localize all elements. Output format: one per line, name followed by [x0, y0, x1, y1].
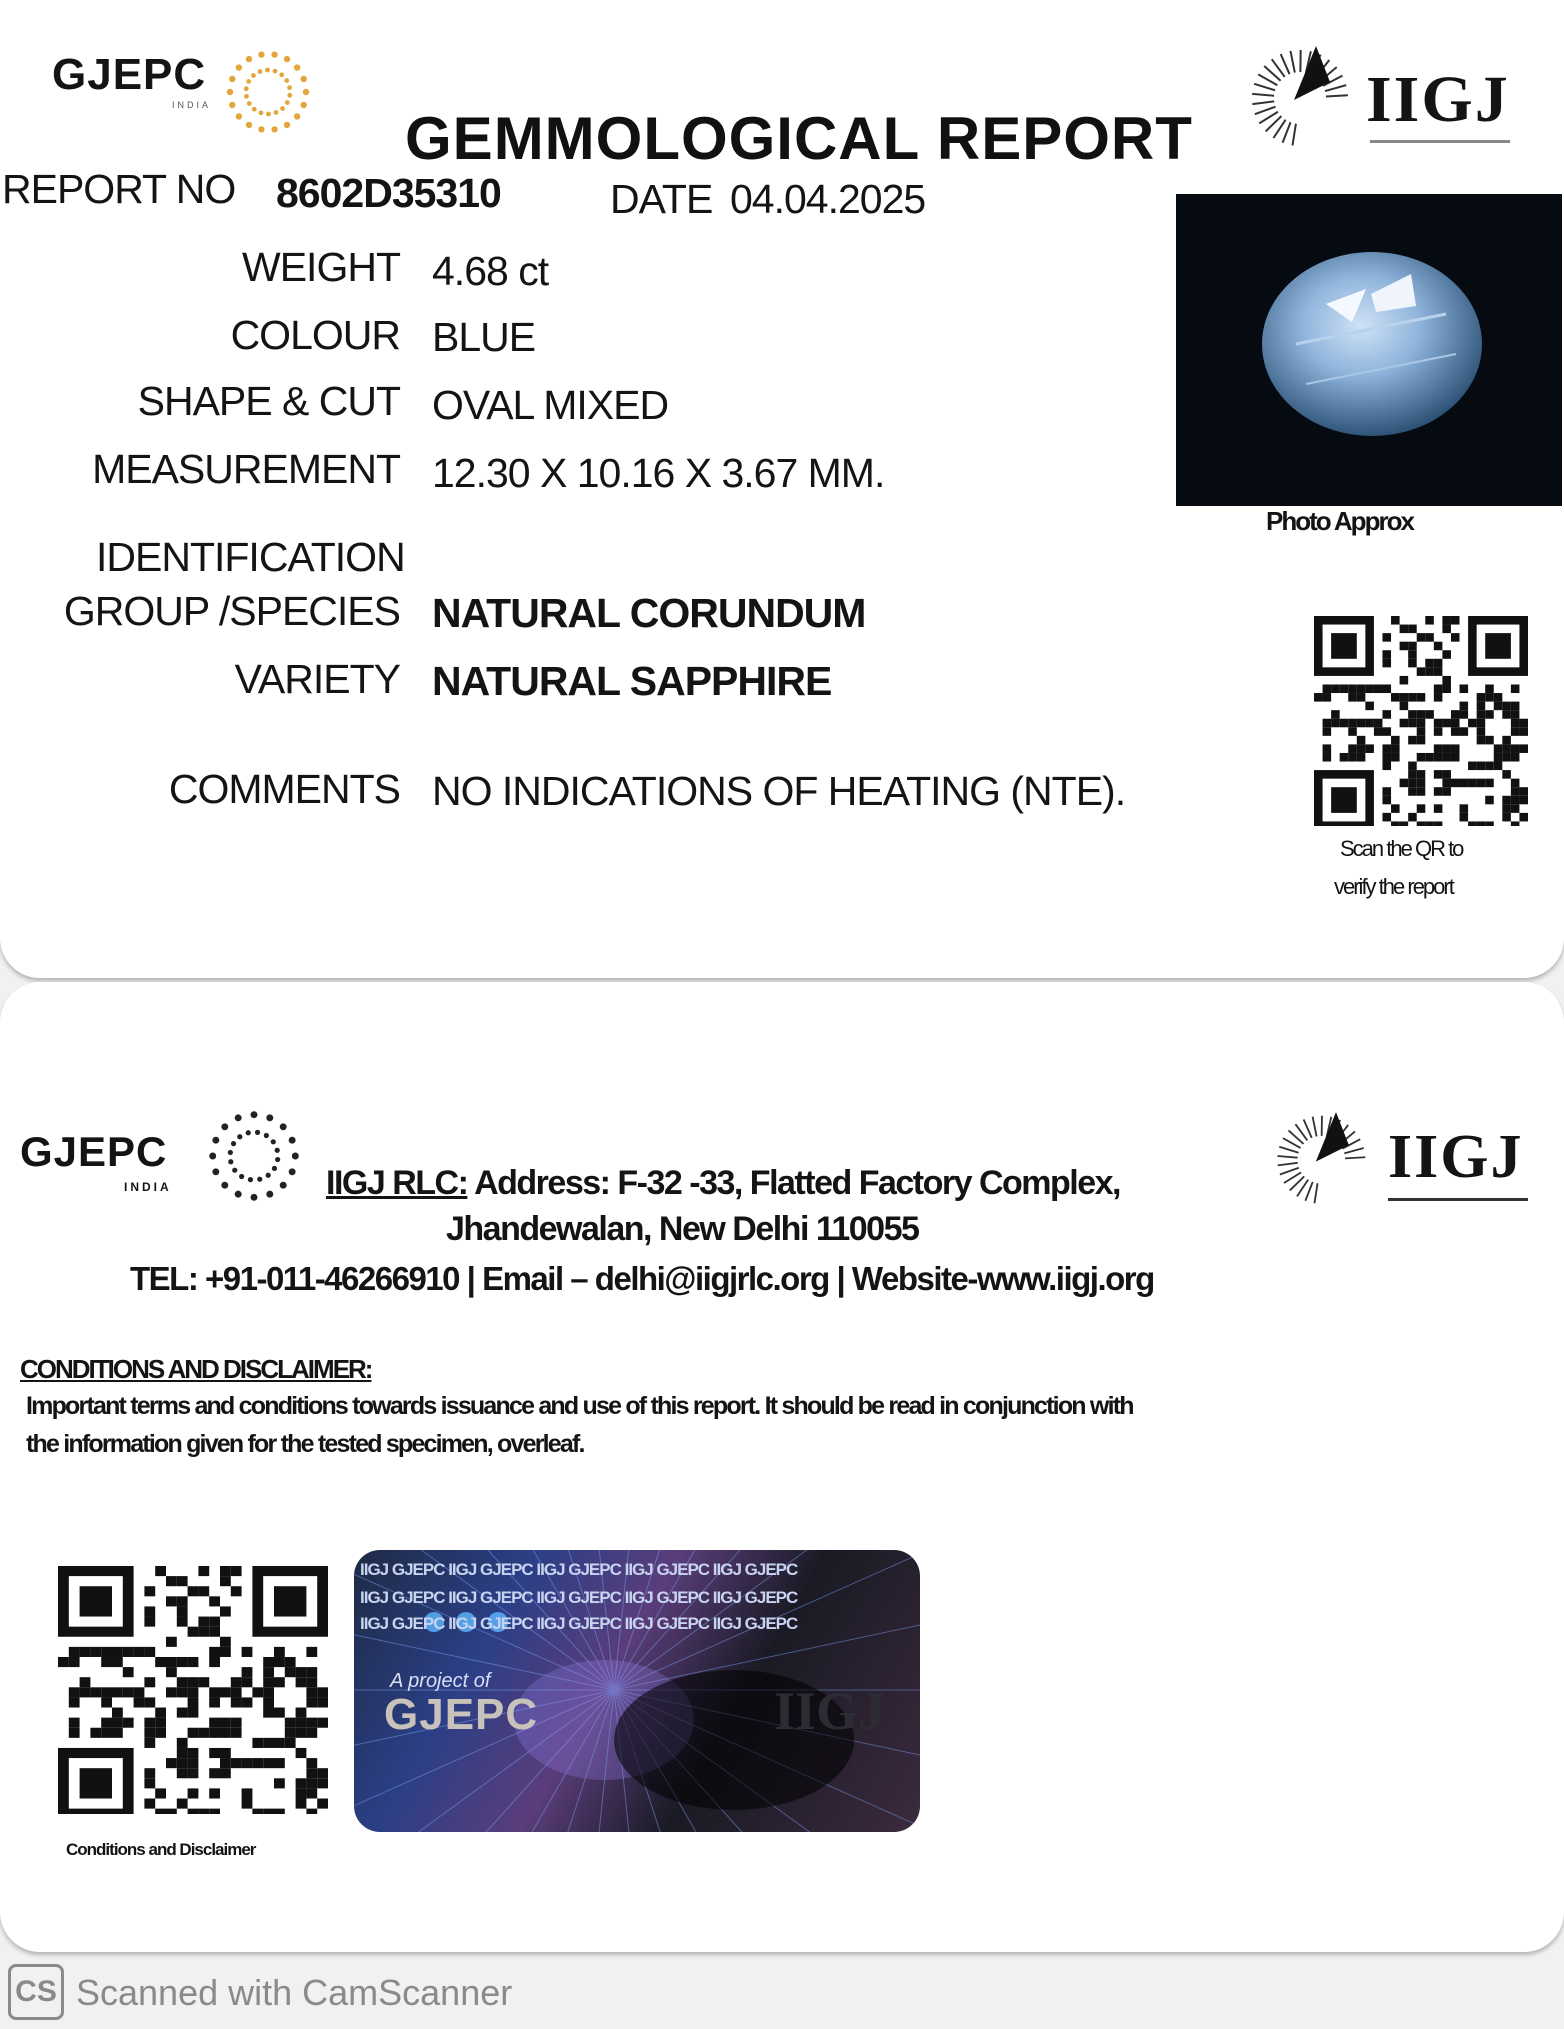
address-text: Address: F-32 -33, Flatted Factory Complex,: [467, 1164, 1120, 1202]
conditions-line1: Important terms and conditions towards issuance and use of this report. It should be read in conjunction with: [26, 1392, 1133, 1420]
address-line2: Jhandewalan, New Delhi 110055: [446, 1210, 919, 1248]
back-iigj-logo-underline: [1388, 1198, 1528, 1201]
gem-photo: [1176, 194, 1562, 506]
camscanner-badge: CS: [8, 1964, 64, 2020]
qr-caption-line1: Scan the QR to: [1340, 836, 1463, 861]
back-iigj-burst-icon: [1270, 1102, 1380, 1212]
gjepc-logo-sub: INDIA: [172, 100, 212, 110]
hologram-text-row1: IIGJ GJEPC IIGJ GJEPC IIGJ GJEPC IIGJ GJEPC IIGJ GJEPC: [360, 1560, 798, 1579]
hologram-project-label: A project of: [390, 1670, 491, 1692]
verify-qr-code[interactable]: [1314, 616, 1528, 826]
report-title: GEMMOLOGICAL REPORT: [405, 105, 1193, 172]
measurement-value: 12.30 X 10.16 X 3.67 MM.: [432, 450, 885, 496]
report-front-card: [0, 0, 1564, 978]
iigj-burst-icon: [1244, 40, 1364, 150]
group-species-label: GROUP /SPECIES: [63, 588, 400, 634]
shape-cut-label: SHAPE & CUT: [137, 378, 400, 424]
iigj-logo-underline: [1370, 140, 1510, 143]
conditions-qr-code[interactable]: [58, 1566, 328, 1814]
sapphire-image: [1176, 194, 1562, 506]
report-back-card: [0, 982, 1564, 1952]
conditions-qr-caption: Conditions and Disclaimer: [66, 1840, 256, 1859]
back-gjepc-logo-text: GJEPC: [20, 1128, 168, 1175]
identification-label: IDENTIFICATION: [96, 534, 405, 580]
colour-value: BLUE: [432, 314, 536, 360]
address-line1: [326, 1164, 1120, 1203]
conditions-heading: CONDITIONS AND DISCLAIMER:: [20, 1354, 372, 1384]
hologram-iigj-text: IIGJ: [774, 1681, 886, 1741]
camscanner-text: Scanned with CamScanner: [76, 1972, 513, 2013]
weight-value: 4.68 ct: [432, 248, 549, 294]
weight-label: WEIGHT: [242, 244, 400, 290]
back-iigj-logo-text: IIGJ: [1388, 1123, 1524, 1191]
iigj-logo: [1244, 40, 1524, 160]
comments-label: COMMENTS: [168, 766, 400, 812]
group-species-value: NATURAL CORUNDUM: [432, 590, 866, 636]
comments-value: NO INDICATIONS OF HEATING (NTE).: [432, 768, 1126, 814]
variety-label: VARIETY: [234, 656, 400, 702]
hologram-text-row2: IIGJ GJEPC IIGJ GJEPC IIGJ GJEPC IIGJ GJEPC IIGJ GJEPC: [360, 1588, 798, 1607]
security-hologram: [354, 1550, 920, 1832]
hologram-gjepc-text: GJEPC: [384, 1690, 539, 1739]
gjepc-sunburst-icon: [222, 46, 314, 138]
variety-value: NATURAL SAPPHIRE: [432, 658, 832, 704]
date-value: 04.04.2025: [730, 176, 926, 222]
qr-caption-line2: verify the report: [1334, 874, 1453, 899]
back-gjepc-sunburst-icon: [204, 1106, 304, 1206]
back-gjepc-logo: [20, 1128, 172, 1194]
hologram-text-row3: IIGJ GJEPC IIGJ GJEPC IIGJ GJEPC IIGJ GJEPC IIGJ GJEPC: [360, 1614, 798, 1633]
colour-label: COLOUR: [230, 312, 400, 358]
report-no-value: 8602D35310: [276, 170, 501, 216]
report-no-label: REPORT NO: [2, 166, 236, 212]
back-iigj-logo: [1270, 1102, 1550, 1222]
measurement-label: MEASUREMENT: [92, 446, 400, 492]
photo-caption: Photo Approx: [1266, 506, 1413, 536]
contact-line: TEL: +91-011-46266910 | Email – delhi@iigjrlc.org | Website-www.iigj.org: [130, 1260, 1154, 1297]
iigj-logo-text: IIGJ: [1366, 63, 1510, 136]
gjepc-logo-text: GJEPC: [52, 50, 207, 99]
conditions-line2: the information given for the tested specimen, overleaf.: [26, 1430, 584, 1458]
address-prefix: IIGJ RLC:: [326, 1164, 468, 1202]
gjepc-logo: [52, 50, 212, 110]
back-gjepc-logo-sub: INDIA: [124, 1180, 172, 1194]
date-label: DATE: [610, 176, 713, 222]
shape-cut-value: OVAL MIXED: [432, 382, 669, 428]
